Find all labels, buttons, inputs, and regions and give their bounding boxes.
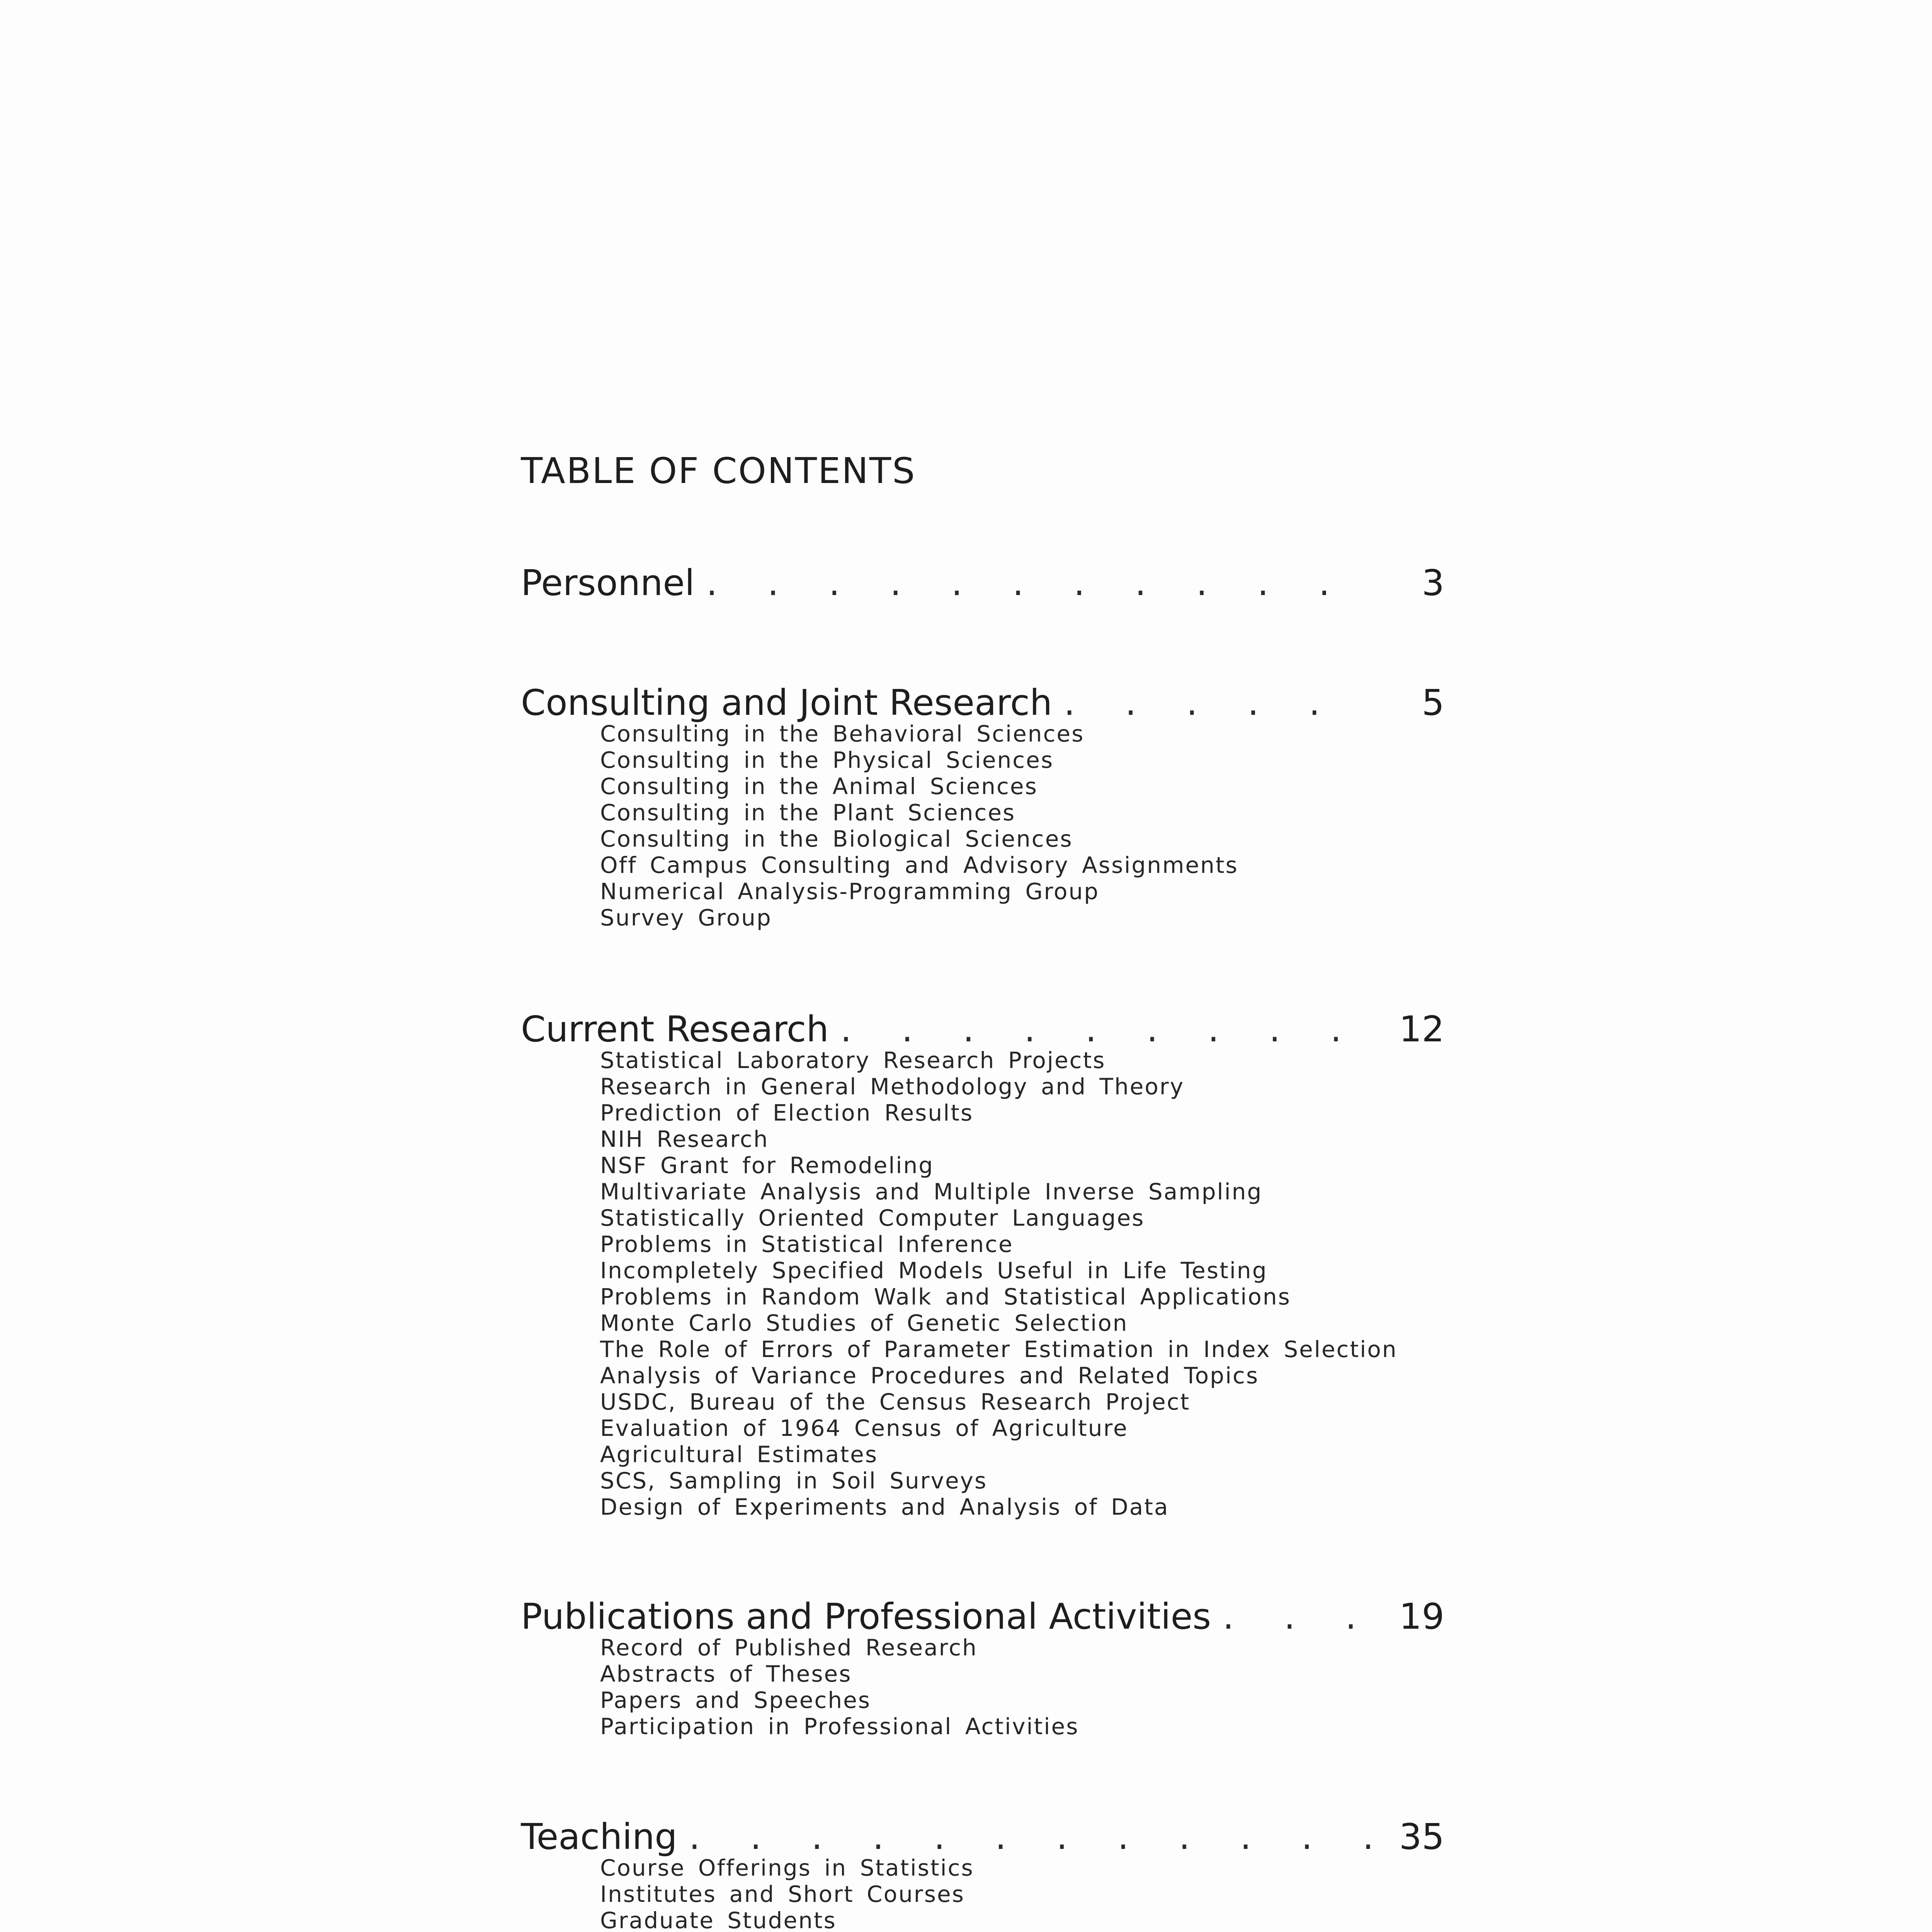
subtopic-item: SCS, Sampling in Soil Surveys (600, 1468, 988, 1494)
subtopic-item: Monte Carlo Studies of Genetic Selection (600, 1310, 1128, 1336)
subtopic-item: Numerical Analysis-Programming Group (600, 878, 1100, 905)
subtopic-item: Agricultural Estimates (600, 1441, 878, 1468)
subtopic-item: Problems in Random Walk and Statistical Applications (600, 1284, 1291, 1310)
toc-section-personnel (521, 562, 1444, 612)
subtopic-item: Graduate Students (600, 1907, 837, 1932)
subtopic-item: NSF Grant for Remodeling (600, 1152, 934, 1179)
dot-leader (1052, 682, 1371, 723)
toc-section-teaching (521, 1816, 1444, 1932)
subtopic-list (600, 1634, 1444, 1740)
subtopic-item: Prediction of Election Results (600, 1100, 974, 1126)
subtopic-item: Survey Group (600, 905, 772, 931)
subtopic-item: Consulting in the Animal Sciences (600, 773, 1038, 799)
subtopic-list (600, 1047, 1444, 1520)
page-number: 5 (1422, 682, 1444, 723)
subtopic-item: Consulting in the Behavioral Sciences (600, 721, 1085, 747)
subtopic-item: The Role of Errors of Parameter Estimation in Index Selection (600, 1336, 1398, 1362)
dot-leader (695, 562, 1371, 604)
subtopic-item: NIH Research (600, 1126, 769, 1152)
subtopic-item: Multivariate Analysis and Multiple Inverse Sampling (600, 1179, 1263, 1205)
subtopic-item: Incompletely Specified Models Useful in Life Testing (600, 1257, 1268, 1284)
subtopic-item: Consulting in the Plant Sciences (600, 799, 1016, 826)
section-title: Teaching (521, 1816, 677, 1857)
subtopic-item: Statistically Oriented Computer Languages (600, 1205, 1145, 1231)
subtopic-item: Record of Published Research (600, 1634, 978, 1661)
toc-section-consulting (521, 682, 1444, 931)
subtopic-item: Institutes and Short Courses (600, 1881, 965, 1907)
subtopic-item: Abstracts of Theses (600, 1661, 852, 1687)
subtopic-item: USDC, Bureau of the Census Research Project (600, 1389, 1190, 1415)
subtopic-item: Papers and Speeches (600, 1687, 871, 1713)
section-title: Current Research (521, 1009, 829, 1050)
subtopic-item: Statistical Laboratory Research Projects (600, 1047, 1106, 1073)
subtopic-item: Analysis of Variance Procedures and Related Topics (600, 1362, 1259, 1389)
page-number: 35 (1399, 1816, 1444, 1857)
subtopic-item: Course Offerings in Statistics (600, 1855, 974, 1881)
subtopic-item: Problems in Statistical Inference (600, 1231, 1014, 1257)
section-title: Consulting and Joint Research (521, 682, 1053, 723)
subtopic-item: Consulting in the Physical Sciences (600, 747, 1054, 773)
toc-heading-row (521, 562, 1444, 612)
section-title: Publications and Professional Activities (521, 1596, 1211, 1637)
page-number: 3 (1422, 562, 1444, 604)
dot-leader (1211, 1596, 1371, 1637)
toc-section-publications (521, 1596, 1444, 1740)
subtopic-item: Design of Experiments and Analysis of Data (600, 1494, 1169, 1520)
page-title: TABLE OF CONTENTS (521, 450, 916, 492)
subtopic-item: Participation in Professional Activities (600, 1713, 1079, 1740)
subtopic-item: Consulting in the Biological Sciences (600, 826, 1073, 852)
page-number: 19 (1399, 1596, 1444, 1637)
toc-section-current-research (521, 1009, 1444, 1520)
subtopic-item: Off Campus Consulting and Advisory Assignments (600, 852, 1238, 878)
dot-leader (677, 1816, 1371, 1857)
subtopic-list (600, 1855, 1444, 1932)
section-title: Personnel (521, 562, 695, 604)
subtopic-list (600, 721, 1444, 931)
subtopic-item: Evaluation of 1964 Census of Agriculture (600, 1415, 1128, 1441)
subtopic-item: Research in General Methodology and Theory (600, 1073, 1185, 1100)
dot-leader (829, 1009, 1371, 1050)
page-number: 12 (1399, 1009, 1444, 1050)
